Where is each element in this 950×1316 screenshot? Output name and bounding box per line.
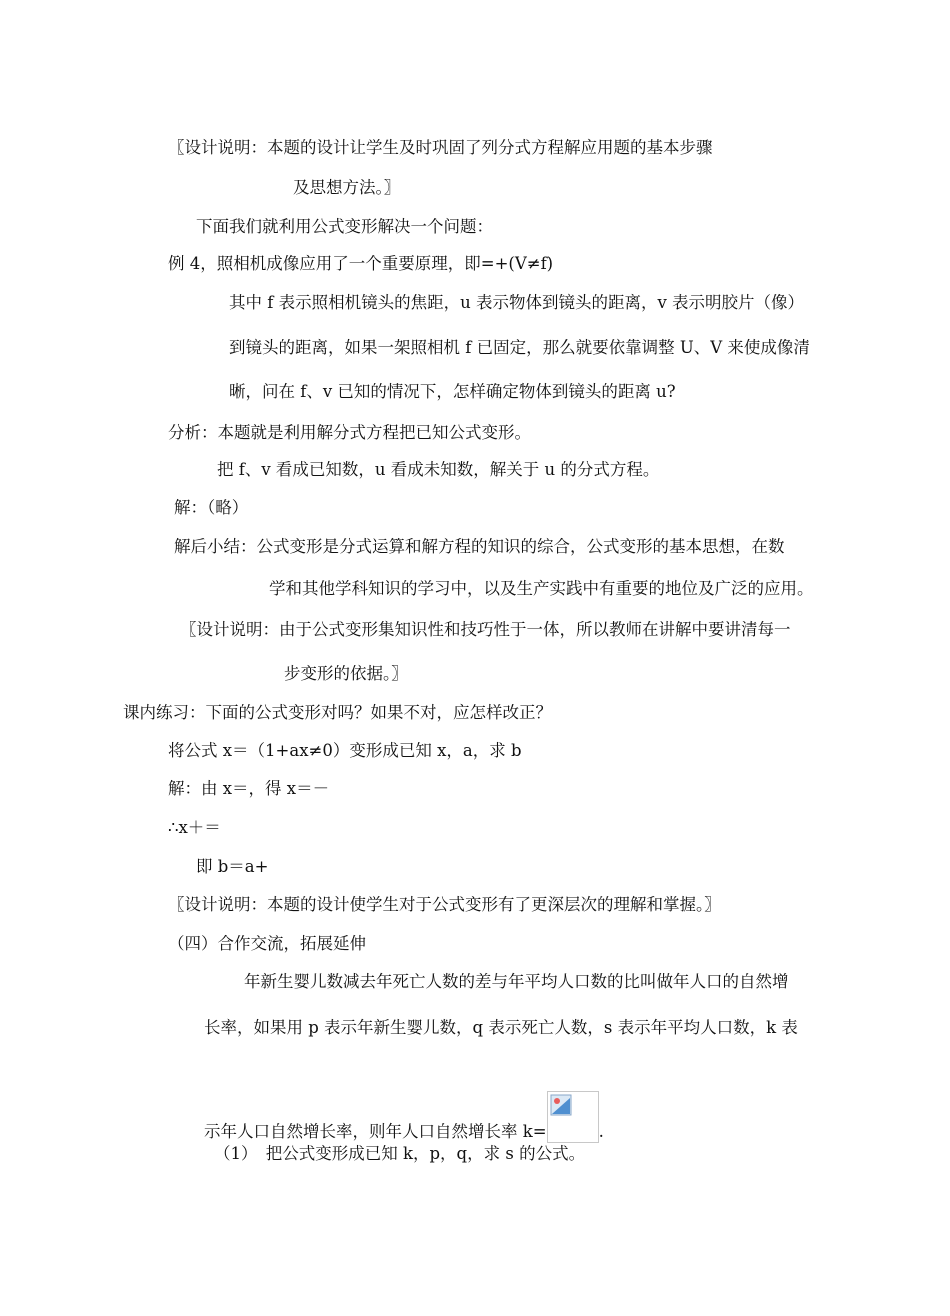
section-4-line-3-end: . xyxy=(598,1122,604,1141)
section-4-line-3-text: 示年人口自然增长率，则年人口自然增长率 k= xyxy=(204,1122,547,1141)
design-note-1-line-2: 及思想方法。〗 xyxy=(293,178,401,197)
section-4-line-2: 长率，如果用 p 表示年新生婴儿数，q 表示死亡人数，s 表示年平均人口数，k 表 xyxy=(204,1018,798,1037)
exercise-solution-line-2: ∴x＋＝ xyxy=(168,818,221,837)
analysis-line-2: 把 f、v 看成已知数，u 看成未知数，解关于 u 的分式方程。 xyxy=(217,460,660,479)
exercise-line-1: 将公式 x＝（1+ax≠0）变形成已知 x，a，求 b xyxy=(168,741,522,760)
exercise-solution-line-3: 即 b＝a+ xyxy=(196,857,269,876)
summary-line-2: 学和其他学科知识的学习中，以及生产实践中有重要的地位及广泛的应用。 xyxy=(269,579,814,598)
solution-line: 解：（略） xyxy=(174,498,249,517)
summary-line-1: 解后小结：公式变形是分式运算和解方程的知识的综合，公式变形的基本思想，在数 xyxy=(174,537,785,556)
design-note-3: 〖设计说明：本题的设计使学生对于公式变形有了更深层次的理解和掌握。〗 xyxy=(168,895,721,914)
exercise-title: 课内练习：下面的公式变形对吗？如果不对，应怎样改正？ xyxy=(123,703,552,722)
question-1: （1） 把公式变形成已知 k，p，q，求 s 的公式。 xyxy=(214,1144,586,1163)
broken-image-icon xyxy=(547,1091,599,1143)
example-4-line-1: 其中 f 表示照相机镜头的焦距，u 表示物体到镜头的距离，v 表示明胶片（像） xyxy=(229,293,805,312)
section-4-line-1: 年新生婴儿数减去年死亡人数的差与年平均人口数的比叫做年人口的自然增 xyxy=(244,972,789,991)
example-4-title: 例 4，照相机成像应用了一个重要原理，即=+(V≠f) xyxy=(168,254,554,273)
example-4-line-2: 到镜头的距离，如果一架照相机 f 已固定，那么就要依靠调整 U、V 来使成像清 xyxy=(229,338,810,357)
section-4-line-3 xyxy=(204,1091,604,1143)
broken-image-glyph xyxy=(550,1094,572,1116)
example-4-line-3: 晰，问在 f、v 已知的情况下，怎样确定物体到镜头的距离 u? xyxy=(229,382,676,401)
design-note-2-line-2: 步变形的依据。〗 xyxy=(284,664,408,683)
section-4-heading: （四）合作交流，拓展延伸 xyxy=(168,934,366,953)
design-note-1-line-1: 〖设计说明：本题的设计让学生及时巩固了列分式方程解应用题的基本步骤 xyxy=(168,138,713,157)
intro-line: 下面我们就利用公式变形解决一个问题： xyxy=(196,217,493,236)
exercise-solution-line-1: 解：由 x＝，得 x＝－ xyxy=(168,779,330,798)
design-note-2-line-1: 〖设计说明：由于公式变形集知识性和技巧性于一体，所以教师在讲解中要讲清每一 xyxy=(180,620,791,639)
analysis-line-1: 分析：本题就是利用解分式方程把已知公式变形。 xyxy=(168,423,531,442)
